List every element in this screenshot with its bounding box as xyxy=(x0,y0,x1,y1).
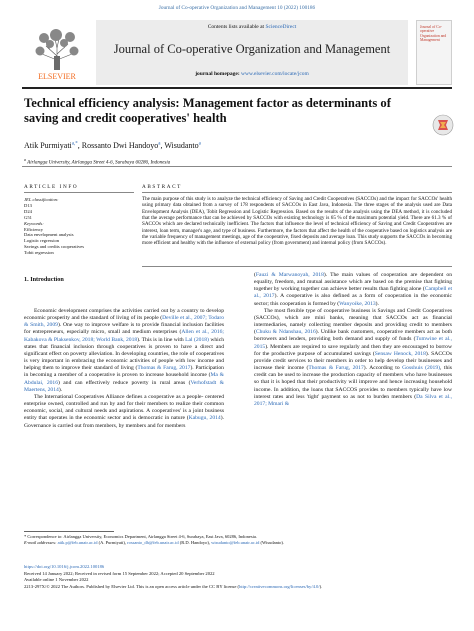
received-dates: Received 14 January 2022; Received in revised form 15 September 2022; Accepted 20 September 2022 xyxy=(24,570,215,576)
email-owner: (Wisudanto). xyxy=(259,540,284,546)
abstract-bottom-rule xyxy=(142,266,452,267)
license-link[interactable]: http://creativecommons.org/licenses/by/4.0/ xyxy=(239,583,320,589)
license-line xyxy=(24,584,454,591)
citation-link[interactable]: Da Silva et al., 2017; Mmari & xyxy=(254,393,452,407)
citation-link[interactable]: Verhofstadt & Maertens, 2014 xyxy=(24,379,224,393)
text-run: ). Members are required to save regularly and then they are encouraged to borrow for the productive purpose of accumulated savings ( xyxy=(254,343,452,357)
abstract-text: The main purpose of this study is to analyze the technical efficiency of Saving and Credit Cooperatives (SACCOs) and the impact for SACCOs' health using primary data obtained from a survey of 178 respondents of SACCOs in East Java, Indonesia. The three stages of the analysis used are Data Envelopment Analysis (DEA), Tobit Regression and Logistic Regression. Based on the results of the analysis using the DEA method, it is concluded that the average performance that can be achieved by SACCOs with existing technology is 65 % of the maximum potential yield. There are 61.3 % of SACCOs which are declared technically inefficient. The factors that influence the level of technical efficiency of Saving and Credit Cooperatives are interest, loan term, manager's age, and type of business. Furthermore, the factors that affect the health of the cooperative based on logistics analysis are the variable frequency of management meetings, age of the cooperative, fixed deposits and average loan. This study supports the SACCOs in becoming more efficient and healthy with the influence of external policy (from government) and internal policy (from SACCOs). xyxy=(142,196,452,247)
text-run: Economic development comprises the activities carried out by a country to develop economic prosperity and the standard of living of its people ( xyxy=(24,308,224,322)
text-run: The International Cooperatives Alliance defines a cooperative as a people- centered enterprise owned, controlled and run by and for their members to realize their common economic, social, and cultural needs and aspirations. A cooperatives' is a joint business entity that operates in the economic sector and is democratic in nature ( xyxy=(24,393,224,422)
email-owner: (R.D. Handoyo), xyxy=(178,540,212,546)
citation-link[interactable]: Lal (2018) xyxy=(185,336,209,343)
text-run: ( xyxy=(254,272,256,278)
text-run: ). According to xyxy=(363,365,403,372)
text-run: ). xyxy=(58,386,63,393)
footnote-rule xyxy=(24,531,114,532)
paragraph xyxy=(24,394,224,430)
citation-link[interactable]: Campbell et al., 2017 xyxy=(254,286,453,300)
sciencedirect-link[interactable]: ScienceDirect xyxy=(265,24,297,30)
running-head: Journal of Co-operative Organization and Management 10 (2022) 100186 xyxy=(158,5,316,11)
keywords-block xyxy=(24,197,134,256)
citation-link[interactable]: Allen et al., 2016; Kabakova & Plaksenkov, 2018; World Bank, 2018 xyxy=(24,329,224,343)
journal-banner xyxy=(22,20,452,85)
text-run: ). Participation in becoming a member of a cooperative is proven to increase household income ( xyxy=(24,365,224,379)
keyword: Tobit regression xyxy=(24,250,54,256)
keyword: Savings and credits cooperatives xyxy=(24,244,85,250)
keyword: Logistic regression xyxy=(24,238,60,244)
text-run: ). This is in line with xyxy=(137,336,186,343)
header-rule xyxy=(22,87,452,89)
citation-link[interactable]: Kabugu, 2014 xyxy=(188,415,221,422)
affiliation-rule xyxy=(22,166,452,167)
citation-link[interactable]: Sensaw Henock, 2018 xyxy=(374,350,426,357)
footnotes xyxy=(24,534,454,546)
author-separator: , xyxy=(160,141,165,150)
text-run: ). SACCOs provide credit services to their members in order to help develop their businesses and increase their income ( xyxy=(254,350,452,372)
citation-link[interactable]: Thomas & Farug, 2017 xyxy=(308,365,364,372)
article-history xyxy=(24,564,454,590)
text-run: ). A cooperative is also defined as a form of cooperation in the economic sector; this cooperation is formed by ( xyxy=(254,293,452,307)
text-run: ). One way to improve welfare is to provide financial inclusion facilities for entrepreneurs, especially micro, small and medium enterprises ( xyxy=(24,322,225,336)
citation-link[interactable]: Tumwine et al., 2015 xyxy=(254,336,452,350)
text-run: ). The main values of cooperation are dependent on equality, freedom, and mutual assistance which are based on the premise that fighting together by working together can achieve better results than fighting alone ( xyxy=(254,272,452,293)
email-link[interactable]: rossanto_dh@feb.unair.ac.id xyxy=(127,540,179,546)
license-suffix: ). xyxy=(319,583,323,589)
journal-header-box xyxy=(96,20,408,85)
abstract-heading: ABSTRACT xyxy=(142,184,182,190)
citation-link[interactable]: Chuku & Ndanshau, 2016 xyxy=(255,329,316,336)
author-marks: a,* xyxy=(71,141,78,147)
journal-title: Journal of Co-operative Organization and Management xyxy=(113,42,391,56)
email-link[interactable]: atik.p@feb.unair.ac.id xyxy=(57,540,98,546)
citation-link[interactable]: Thomas & Farug, 2017 xyxy=(137,365,191,372)
journal-homepage xyxy=(96,71,408,77)
citation-link[interactable]: Deville et al., 2007; Todaro & Smith, 2009 xyxy=(24,315,224,329)
email-link[interactable]: wisudanto@feb.unair.ac.id xyxy=(211,540,260,546)
jel-code: G51 xyxy=(24,214,32,220)
article-info-heading: ARTICLE INFO xyxy=(24,184,79,190)
homepage-link[interactable]: www.elsevier.com/locate/jcom xyxy=(241,71,309,77)
intro-left-column xyxy=(24,308,224,430)
article-info-rule xyxy=(24,192,134,193)
homepage-prefix: journal homepage: xyxy=(195,71,242,77)
paper-title: Technical efficiency analysis: Management factor as determinants of saving and credit cooperatives' health xyxy=(24,96,391,125)
contents-prefix: Contents lists available at xyxy=(207,24,266,30)
citation-link[interactable]: Gosshuis (2019) xyxy=(402,365,441,372)
jel-label: JEL classification: xyxy=(24,197,59,202)
text-run: , this credit can be used to increase the production capacity of members who have businesses so that it is hoped that their productivity will improve and hence increasing household income. In addition, the loans that SACCOS provides to members typically have low interest rates and less 'tight' payment so as not to burden members ( xyxy=(254,365,452,400)
publisher-logo-text: ELSEVIER xyxy=(38,72,76,81)
available-online: Available online 1 November 2022 xyxy=(24,577,89,583)
author-separator: , xyxy=(77,141,82,150)
author-name[interactable]: Wisudanto xyxy=(164,141,199,150)
contents-line xyxy=(96,24,408,30)
jel-code: D24 xyxy=(24,208,32,214)
license-prefix: 2213-297X/© 2022 The Authors. Published by Elsevier Ltd. This is an open access article under the CC BY license ( xyxy=(24,583,240,589)
jel-code: D13 xyxy=(24,202,32,208)
text-run: ). Governance is carried out from members, by members and for members xyxy=(24,415,224,429)
check-for-updates-icon[interactable] xyxy=(432,114,454,136)
email-owner: (A. Purmiyati), xyxy=(97,540,128,546)
text-run: The most flexible type of cooperative business is Savings and Credit Cooperatives (SACCOs), which are mini banks, meaning that SACCOs act as financial intermediaries, namely collecting member deposits and providing credit to members ( xyxy=(254,307,452,336)
author-name[interactable]: Atik Purmiyati xyxy=(24,141,72,150)
author-list xyxy=(24,141,201,150)
keywords-label: Keywords: xyxy=(24,220,44,226)
abstract-rule xyxy=(142,192,452,193)
text-run: ). Unlike bank customers, cooperative members act as both borrowers and lenders, providing both demand and supply of funds ( xyxy=(254,329,453,343)
cover-title: Journal of Co-operative Organization and Management xyxy=(420,25,447,43)
affiliation-text: Airlangga University, Airlangga Street 4-6, Surabaya 60286, Indonesia xyxy=(27,160,171,166)
text-run: which states that financial inclusion through cooperatives is proven to have a direct and significant effect on poverty alleviation. In developing countries, the role of cooperatives is very important in embracing the economic activities of people with low income and helping them to improve their standard of living ( xyxy=(24,336,224,372)
journal-cover-thumbnail xyxy=(416,20,452,85)
citation-link[interactable]: Fauzi & Marwanoyah, 2018 xyxy=(255,272,324,278)
section-heading-introduction: 1. Introduction xyxy=(24,276,64,283)
text-run: ) and can effectively reduce poverty in rural areas ( xyxy=(58,379,191,386)
doi-link[interactable]: https://doi.org/10.1016/j.jcom.2022.100186 xyxy=(24,564,105,569)
author-name[interactable]: Rossanto Dwi Handoyo xyxy=(81,141,159,150)
paragraph xyxy=(24,308,224,394)
author-marks: a xyxy=(158,141,161,147)
affiliation xyxy=(24,157,170,166)
elsevier-tree-logo xyxy=(26,26,88,81)
text-run: ). xyxy=(375,300,379,307)
affiliation-mark: a xyxy=(24,157,26,162)
corr-text: Correspondence to: Airlangga University, Economics Department, Airlangga Street 4-6, Surabaya, East Java, 60286, Indonesia. xyxy=(26,534,258,539)
intro-right-column xyxy=(254,272,452,408)
keyword: Data envelopment analysis xyxy=(24,232,74,238)
corr-mark: * xyxy=(24,534,27,539)
paragraph xyxy=(254,308,452,408)
email-label: E-mail addresses: xyxy=(24,540,58,546)
citation-link[interactable]: Wanyoike, 2013 xyxy=(339,300,376,307)
keyword: Efficiency xyxy=(24,226,44,232)
author-marks: a xyxy=(198,141,201,147)
citation-link[interactable]: Ma & Abdulai, 2016 xyxy=(24,372,224,386)
paragraph xyxy=(254,272,452,308)
email-line xyxy=(24,540,454,546)
